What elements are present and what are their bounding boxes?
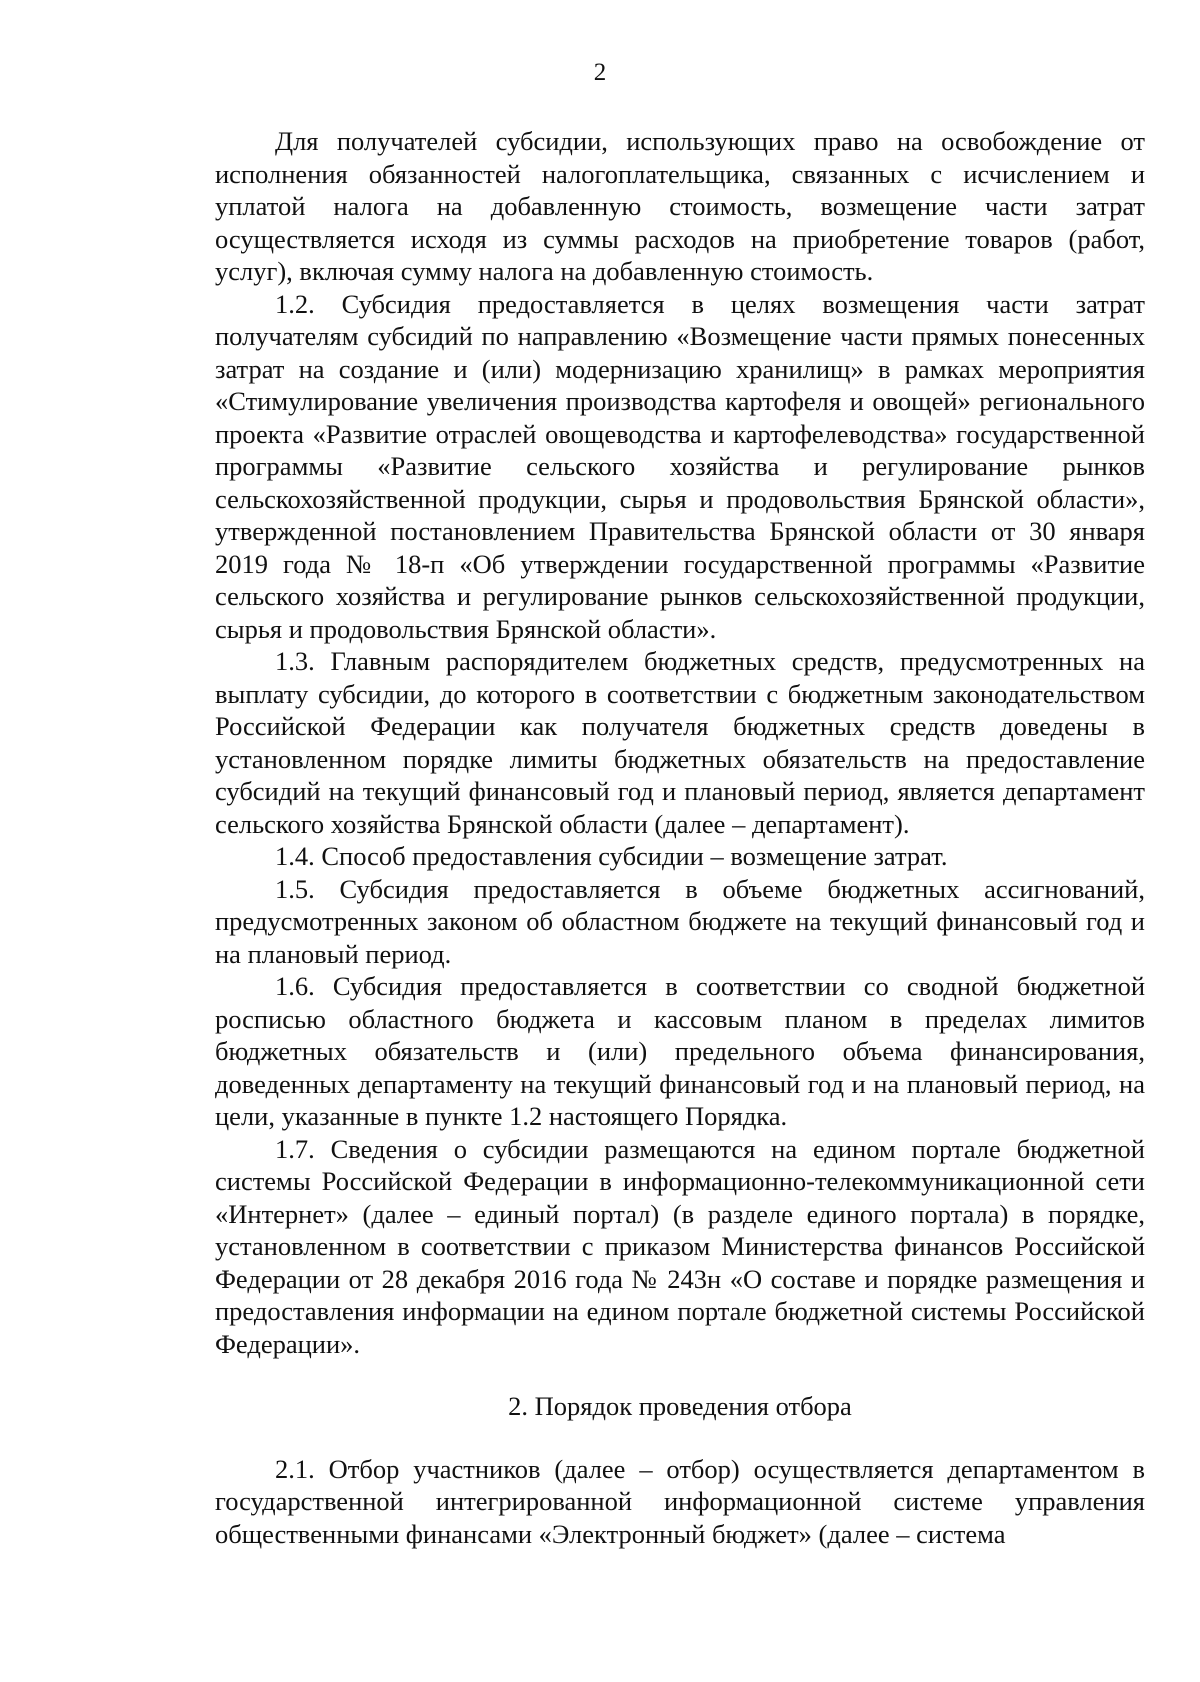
paragraph-1-6: 1.6. Субсидия предоставляется в соответствии со сводной бюджетной росписью областного бюджета и кассовым планом в пределах лимитов бюджетных обязательств и (или) предельного объема финансирования, доведенных департаменту на текущий финансовый год и на плановый период, на цели, указанные в пункте 1.2 настоящего Порядка. xyxy=(215,971,1145,1131)
paragraph-1-7: 1.7. Сведения о субсидии размещаются на едином портале бюджетной системы Российской Федерации в информационно-телекоммуникационной сети «Интернет» (далее – единый портал) (в разделе единого портала) в порядке, установленном в соответствии с приказом Министерства финансов Российской Федерации от 28 декабря 2016 года № 243н «О составе и порядке размещения и предоставления информации на едином портале бюджетной системы Российской Федерации». xyxy=(215,1133,1145,1359)
page-number: 2 xyxy=(593,59,607,86)
document-body xyxy=(215,125,1145,1550)
section-heading: 2. Порядок проведения отбора xyxy=(508,1391,852,1421)
paragraph-2-1: 2.1. Отбор участников (далее – отбор) осуществляется департаментом в государственной интегрированной информационной системе управления общественными финансами «Электронный бюджет» (далее – система xyxy=(215,1453,1145,1549)
paragraph-1-2: 1.2. Субсидия предоставляется в целях возмещения части затрат получателям субсидий по направлению «Возмещение части прямых понесенных затрат на создание и (или) модернизацию хранилищ» в рамках мероприятия «Стимулирование увеличения производства картофеля и овощей» регионального проекта «Развитие отраслей овощеводства и картофелеводства» государственной программы «Развитие сельского хозяйства и регулирование рынков сельскохозяйственной продукции, сырья и продовольствия Брянской области», утвержденной постановлением Правительства Брянской области от 30 января 2019 года № 18-п «Об утверждении государственной программы «Развитие сельского хозяйства и регулирование рынков сельскохозяйственной продукции, сырья и продовольствия Брянской области». xyxy=(215,288,1145,644)
paragraph-1-3: 1.3. Главным распорядителем бюджетных средств, предусмотренных на выплату субсидии, до которого в соответствии с бюджетным законодательством Российской Федерации как получателя бюджетных средств доведены в установленном порядке лимиты бюджетных обязательств на предоставление субсидий на текущий финансовый год и плановый период, является департамент сельского хозяйства Брянской области (далее – департамент). xyxy=(215,646,1145,839)
paragraph-1-5: 1.5. Субсидия предоставляется в объеме бюджетных ассигнований, предусмотренных законом об областном бюджете на текущий финансовый год и на плановый период. xyxy=(215,873,1145,969)
paragraph-1-4: 1.4. Способ предоставления субсидии – возмещение затрат. xyxy=(275,841,948,871)
paragraph-intro: Для получателей субсидии, использующих право на освобождение от исполнения обязанностей налогоплательщика, связанных с исчислением и уплатой налога на добавленную стоимость, возмещение части затрат осуществляется исходя из суммы расходов на приобретение товаров (работ, услуг), включая сумму налога на добавленную стоимость. xyxy=(215,126,1145,286)
